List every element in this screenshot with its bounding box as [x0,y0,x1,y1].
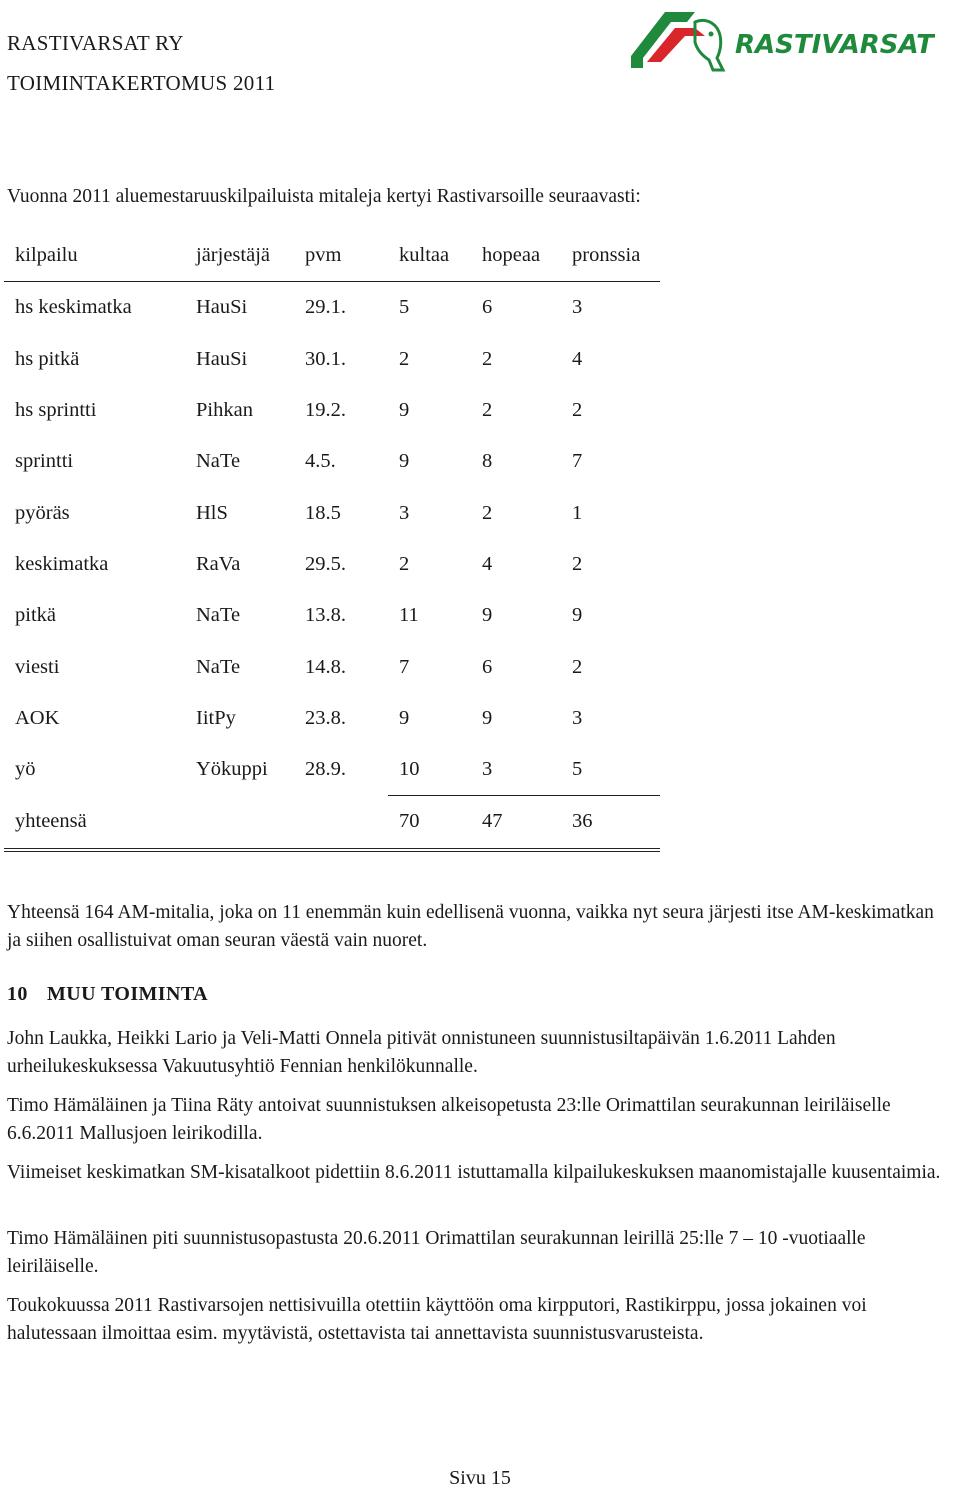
table-cell: pvm [294,230,388,282]
table-cell: 13.8. [305,604,346,627]
table-cell: järjestäjä [185,230,294,282]
paragraph-2: Timo Hämäläinen ja Tiina Räty antoivat suunnistuksen alkeisopetusta 23:lle Orimattilan seurakunnan leiriläiselle 6.6.2011 Mallusjoen leirikodilla. [7,1095,891,1144]
paragraph-1: John Laukka, Heikki Lario ja Veli-Matti Onnela pitivät onnistuneen suunnistusiltapäivän 1.6.2011 Lahden urheilukeskuksessa Vakuutusyhtiö Fennian henkilökunnalle. [7,1028,836,1077]
table-cell: 3 [471,744,561,796]
table-cell: 3 [399,501,410,524]
table-cell: kultaa [388,230,471,282]
table-cell: 10 [388,744,471,796]
table-cell: 28.9. [305,758,346,781]
table-cell: IitPy [196,706,236,729]
table-cell: yö [15,758,36,781]
table-cell: 5 [561,744,660,796]
table-row [4,744,660,796]
intro-text: Vuonna 2011 aluemestaruuskilpailuista mitaleja kertyi Rastivarsoille seuraavasti: [7,186,641,207]
table-cell: 4 [572,347,583,370]
table-cell: hs pitkä [15,347,80,370]
table-row [4,436,660,487]
table-cell: 23.8. [305,706,346,729]
table-cell: 30.1. [305,347,346,370]
table-cell: 6 [482,655,493,678]
paragraph-3: Viimeiset keskimatkan SM-kisatalkoot pidettiin 8.6.2011 istuttamalla kilpailukeskuksen maanomistajalle kuusentaimia. [7,1162,941,1183]
table-cell: 9 [482,604,493,627]
table-cell: pyöräs [15,501,70,524]
table-cell: 9 [399,450,410,473]
table-cell: 2 [572,399,583,422]
table-cell: HauSi [196,296,248,319]
table-cell: 19.2. [305,399,346,422]
table-cell: NaTe [196,604,241,627]
summary-paragraph: Yhteensä 164 AM-mitalia, joka on 11 enemmän kuin edellisenä vuonna, vaikka nyt seura järjesti itse AM-keskimatkan ja siihen osallistuivat oman seuran väestä vain nuoret. [7,902,934,951]
table-cell: HlS [196,501,228,524]
table-cell: 5 [399,296,410,319]
table-cell: 2 [482,501,493,524]
horse-logo-icon [625,6,935,74]
table-cell: 9 [572,604,583,627]
table-cell: Pihkan [196,399,253,422]
table-cell: 7 [572,450,583,473]
table-cell: 2 [482,399,493,422]
table-cell: Yökuppi [196,758,268,781]
table-row [4,539,660,590]
table-cell: 14.8. [305,655,346,678]
table-cell: NaTe [196,655,241,678]
organization-name: RASTIVARSAT RY [7,31,184,55]
table-cell: 6 [482,296,493,319]
table-cell: hopeaa [471,230,561,282]
table-cell: 2 [399,347,410,370]
table-cell: viesti [15,655,60,678]
table-row [4,282,660,334]
table-cell: keskimatka [15,552,109,575]
table-cell: 4 [482,552,493,575]
table-cell: 1 [572,501,583,524]
table-cell: pronssia [561,230,660,282]
table-row [4,334,660,385]
table-total-row [4,796,660,850]
table-cell: 29.1. [305,296,346,319]
table-cell: 9 [399,706,410,729]
section-heading [7,983,208,1006]
document-title: TOIMINTAKERTOMUS 2011 [7,71,276,95]
section-title: MUU TOIMINTA [47,983,208,1005]
table-cell [294,796,388,850]
table-row [4,641,660,692]
table-row [4,385,660,436]
table-cell: 2 [399,552,410,575]
table-cell: NaTe [196,450,241,473]
table-cell: 7 [399,655,410,678]
table-row [4,590,660,641]
page-number: Sivu 15 [449,1467,511,1489]
table-cell: 4.5. [305,450,336,473]
table-cell: HauSi [196,347,248,370]
table-header-row [4,230,660,282]
table-cell: hs sprintti [15,399,97,422]
table-cell: 2 [572,552,583,575]
table-cell: sprintti [15,450,74,473]
table-cell: 47 [471,796,561,850]
logo-text: RASTIVARSAT [735,30,934,60]
table-cell: 3 [572,706,583,729]
table-cell [185,796,294,850]
table-cell: hs keskimatka [15,296,132,319]
table-row [4,487,660,538]
table-cell: AOK [15,706,60,729]
table-cell: 8 [482,450,493,473]
table-cell: 29.5. [305,552,346,575]
rastivarsat-logo [625,6,935,74]
table-cell: kilpailu [4,230,185,282]
table-cell: 11 [399,604,419,627]
table-cell: 2 [482,347,493,370]
medal-table [4,230,660,852]
paragraph-5: Toukokuussa 2011 Rastivarsojen nettisivuilla otettiin käyttöön oma kirpputori, Rastikirppu, jossa jokainen voi halutessaan ilmoittaa esim. myytävistä, ostettavista tai annettavista suunnistusvarusteista. [7,1295,867,1344]
table-row [4,693,660,744]
table-cell: 70 [388,796,471,850]
table-cell: pitkä [15,604,56,627]
table-cell: 18.5 [305,501,341,524]
table-cell: 36 [561,796,660,850]
table-cell: 9 [482,706,493,729]
table-cell: RaVa [196,552,241,575]
table-cell: yhteensä [4,796,185,850]
table-cell: 3 [572,296,583,319]
section-number: 10 [7,983,28,1005]
table-cell: 2 [572,655,583,678]
paragraph-4: Timo Hämäläinen piti suunnistusopastusta 20.6.2011 Orimattilan seurakunnan leirillä 25:lle 7 – 10 -vuotiaalle leiriläiselle. [7,1228,866,1277]
table-cell: 9 [399,399,410,422]
